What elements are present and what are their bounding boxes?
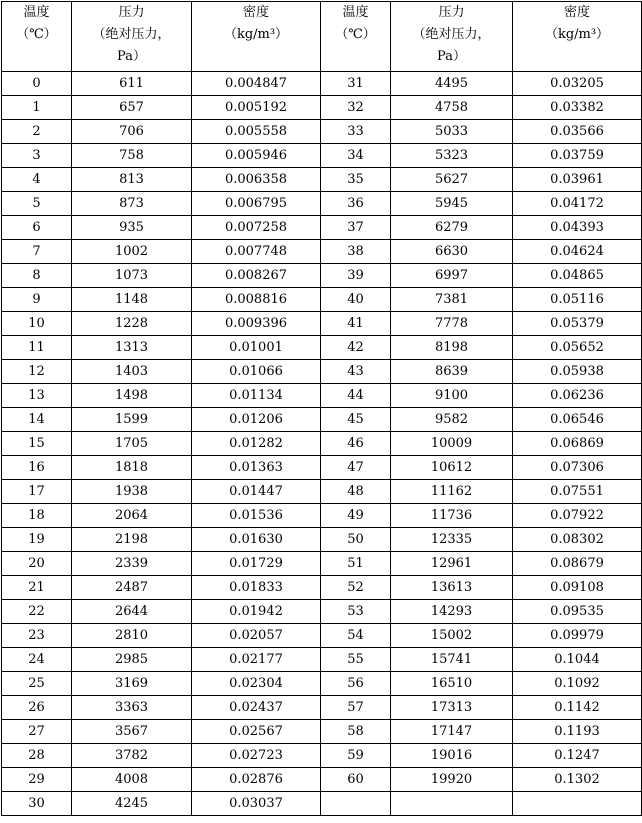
left-pressure-cell: 2985	[72, 648, 192, 672]
right-density-cell: 0.06546	[513, 408, 642, 432]
right-pressure-cell: 15002	[391, 624, 513, 648]
left-pressure-cell: 1938	[72, 480, 192, 504]
right-density-cell: 0.1247	[513, 744, 642, 768]
right-pressure-cell: 6279	[391, 216, 513, 240]
right-temperature-cell: 40	[321, 288, 391, 312]
right-density-cell: 0.03961	[513, 168, 642, 192]
right-density-cell: 0.08679	[513, 552, 642, 576]
right-density-cell: 0.1193	[513, 720, 642, 744]
right-temperature-cell: 50	[321, 528, 391, 552]
right-density-cell: 0.03759	[513, 144, 642, 168]
left-pressure-cell: 1498	[72, 384, 192, 408]
right-density-cell: 0.06869	[513, 432, 642, 456]
left-density-cell: 0.01833	[192, 576, 321, 600]
table-row	[2, 672, 642, 696]
left-temperature-cell: 13	[2, 384, 72, 408]
table-row	[2, 792, 642, 816]
right-density-cell: 0.1142	[513, 696, 642, 720]
left-density-cell: 0.02057	[192, 624, 321, 648]
left-temperature-cell: 6	[2, 216, 72, 240]
left-density-cell: 0.007748	[192, 240, 321, 264]
right-density-cell: 0.1044	[513, 648, 642, 672]
right-pressure-cell: 17313	[391, 696, 513, 720]
left-pressure-cell: 2810	[72, 624, 192, 648]
right-density-cell: 0.08302	[513, 528, 642, 552]
right-pressure-cell: 5945	[391, 192, 513, 216]
left-temperature-cell: 1	[2, 96, 72, 120]
right-density-cell: 0.04172	[513, 192, 642, 216]
left-density-cell: 0.005946	[192, 144, 321, 168]
right-density-cell: 0.03566	[513, 120, 642, 144]
right-pressure-cell: 4758	[391, 96, 513, 120]
right-density-cell: 0.07551	[513, 480, 642, 504]
right-temperature-cell: 33	[321, 120, 391, 144]
right-temperature-cell: 43	[321, 360, 391, 384]
left-temperature-cell: 21	[2, 576, 72, 600]
left-pressure-cell: 4008	[72, 768, 192, 792]
table-row	[2, 384, 642, 408]
left-temperature-cell: 24	[2, 648, 72, 672]
right-density-cell: 0.07306	[513, 456, 642, 480]
left-pressure-cell: 873	[72, 192, 192, 216]
header-pressure-left: 压力 （绝对压力， Pa）	[72, 2, 192, 72]
left-density-cell: 0.004847	[192, 72, 321, 96]
left-pressure-cell: 1148	[72, 288, 192, 312]
right-temperature-cell: 56	[321, 672, 391, 696]
left-temperature-cell: 10	[2, 312, 72, 336]
right-temperature-cell: 51	[321, 552, 391, 576]
left-density-cell: 0.01630	[192, 528, 321, 552]
table-row	[2, 168, 642, 192]
table-row	[2, 408, 642, 432]
header-density-right: 密度 （kg/m³）	[513, 2, 642, 72]
left-temperature-cell: 16	[2, 456, 72, 480]
right-temperature-cell: 47	[321, 456, 391, 480]
left-temperature-cell: 23	[2, 624, 72, 648]
right-temperature-cell: 55	[321, 648, 391, 672]
right-temperature-cell: 38	[321, 240, 391, 264]
left-temperature-cell: 26	[2, 696, 72, 720]
header-temperature-left: 温度 （℃）	[2, 2, 72, 72]
left-temperature-cell: 29	[2, 768, 72, 792]
left-density-cell: 0.02177	[192, 648, 321, 672]
table-row	[2, 360, 642, 384]
table-row	[2, 120, 642, 144]
left-pressure-cell: 3567	[72, 720, 192, 744]
table-row	[2, 240, 642, 264]
right-temperature-cell: 45	[321, 408, 391, 432]
left-pressure-cell: 758	[72, 144, 192, 168]
right-pressure-cell: 5627	[391, 168, 513, 192]
left-density-cell: 0.02876	[192, 768, 321, 792]
left-density-cell: 0.01282	[192, 432, 321, 456]
right-pressure-cell: 8639	[391, 360, 513, 384]
right-temperature-cell: 49	[321, 504, 391, 528]
table-row	[2, 624, 642, 648]
table-row	[2, 600, 642, 624]
right-density-cell: 0.04393	[513, 216, 642, 240]
right-pressure-cell: 6997	[391, 264, 513, 288]
right-temperature-cell	[321, 792, 391, 816]
left-temperature-cell: 14	[2, 408, 72, 432]
right-temperature-cell: 57	[321, 696, 391, 720]
right-pressure-cell: 9100	[391, 384, 513, 408]
left-density-cell: 0.01447	[192, 480, 321, 504]
left-pressure-cell: 1599	[72, 408, 192, 432]
left-pressure-cell: 1818	[72, 456, 192, 480]
table-row	[2, 96, 642, 120]
right-temperature-cell: 53	[321, 600, 391, 624]
right-temperature-cell: 35	[321, 168, 391, 192]
right-density-cell: 0.06236	[513, 384, 642, 408]
left-temperature-cell: 9	[2, 288, 72, 312]
right-temperature-cell: 54	[321, 624, 391, 648]
left-temperature-cell: 5	[2, 192, 72, 216]
left-pressure-cell: 935	[72, 216, 192, 240]
left-pressure-cell: 1073	[72, 264, 192, 288]
table-row	[2, 288, 642, 312]
left-temperature-cell: 15	[2, 432, 72, 456]
right-temperature-cell: 34	[321, 144, 391, 168]
left-density-cell: 0.01942	[192, 600, 321, 624]
left-density-cell: 0.02437	[192, 696, 321, 720]
right-density-cell: 0.04865	[513, 264, 642, 288]
right-pressure-cell	[391, 792, 513, 816]
right-temperature-cell: 36	[321, 192, 391, 216]
left-temperature-cell: 25	[2, 672, 72, 696]
right-pressure-cell: 11162	[391, 480, 513, 504]
left-density-cell: 0.01206	[192, 408, 321, 432]
right-temperature-cell: 37	[321, 216, 391, 240]
header-density-left: 密度 （kg/m³）	[192, 2, 321, 72]
left-pressure-cell: 1228	[72, 312, 192, 336]
right-density-cell: 0.03205	[513, 72, 642, 96]
table-row	[2, 696, 642, 720]
left-pressure-cell: 611	[72, 72, 192, 96]
left-density-cell: 0.01066	[192, 360, 321, 384]
table-row	[2, 648, 642, 672]
right-pressure-cell: 12961	[391, 552, 513, 576]
left-temperature-cell: 17	[2, 480, 72, 504]
left-density-cell: 0.008267	[192, 264, 321, 288]
right-density-cell: 0.05652	[513, 336, 642, 360]
right-density-cell	[513, 792, 642, 816]
table-row	[2, 144, 642, 168]
left-pressure-cell: 1313	[72, 336, 192, 360]
left-density-cell: 0.02304	[192, 672, 321, 696]
left-density-cell: 0.006358	[192, 168, 321, 192]
left-density-cell: 0.01001	[192, 336, 321, 360]
left-temperature-cell: 4	[2, 168, 72, 192]
left-pressure-cell: 4245	[72, 792, 192, 816]
right-density-cell: 0.09535	[513, 600, 642, 624]
right-pressure-cell: 7381	[391, 288, 513, 312]
right-pressure-cell: 15741	[391, 648, 513, 672]
left-pressure-cell: 706	[72, 120, 192, 144]
right-pressure-cell: 14293	[391, 600, 513, 624]
left-temperature-cell: 19	[2, 528, 72, 552]
left-temperature-cell: 0	[2, 72, 72, 96]
left-pressure-cell: 657	[72, 96, 192, 120]
left-pressure-cell: 2644	[72, 600, 192, 624]
left-density-cell: 0.01134	[192, 384, 321, 408]
left-density-cell: 0.006795	[192, 192, 321, 216]
table-row	[2, 528, 642, 552]
left-temperature-cell: 7	[2, 240, 72, 264]
table-row	[2, 768, 642, 792]
table-row	[2, 576, 642, 600]
left-pressure-cell: 2487	[72, 576, 192, 600]
right-density-cell: 0.1092	[513, 672, 642, 696]
right-pressure-cell: 11736	[391, 504, 513, 528]
right-pressure-cell: 6630	[391, 240, 513, 264]
table-body	[2, 72, 642, 816]
table-row	[2, 744, 642, 768]
right-temperature-cell: 46	[321, 432, 391, 456]
table-row	[2, 72, 642, 96]
table-row	[2, 192, 642, 216]
right-pressure-cell: 5033	[391, 120, 513, 144]
left-temperature-cell: 3	[2, 144, 72, 168]
right-pressure-cell: 13613	[391, 576, 513, 600]
left-temperature-cell: 20	[2, 552, 72, 576]
right-density-cell: 0.05938	[513, 360, 642, 384]
left-density-cell: 0.005192	[192, 96, 321, 120]
right-temperature-cell: 44	[321, 384, 391, 408]
left-pressure-cell: 3363	[72, 696, 192, 720]
left-temperature-cell: 11	[2, 336, 72, 360]
saturated-vapor-table	[1, 1, 642, 816]
left-temperature-cell: 8	[2, 264, 72, 288]
left-pressure-cell: 2064	[72, 504, 192, 528]
table-row	[2, 552, 642, 576]
right-density-cell: 0.1302	[513, 768, 642, 792]
right-temperature-cell: 42	[321, 336, 391, 360]
left-pressure-cell: 1705	[72, 432, 192, 456]
right-temperature-cell: 48	[321, 480, 391, 504]
right-temperature-cell: 32	[321, 96, 391, 120]
left-density-cell: 0.008816	[192, 288, 321, 312]
right-pressure-cell: 17147	[391, 720, 513, 744]
left-pressure-cell: 3782	[72, 744, 192, 768]
left-density-cell: 0.03037	[192, 792, 321, 816]
right-pressure-cell: 19016	[391, 744, 513, 768]
right-density-cell: 0.07922	[513, 504, 642, 528]
right-temperature-cell: 52	[321, 576, 391, 600]
table-row	[2, 336, 642, 360]
right-density-cell: 0.05116	[513, 288, 642, 312]
left-pressure-cell: 813	[72, 168, 192, 192]
left-temperature-cell: 12	[2, 360, 72, 384]
left-density-cell: 0.01729	[192, 552, 321, 576]
left-density-cell: 0.009396	[192, 312, 321, 336]
left-pressure-cell: 1403	[72, 360, 192, 384]
right-pressure-cell: 5323	[391, 144, 513, 168]
right-density-cell: 0.04624	[513, 240, 642, 264]
table-row	[2, 480, 642, 504]
left-pressure-cell: 2339	[72, 552, 192, 576]
left-density-cell: 0.02567	[192, 720, 321, 744]
right-pressure-cell: 4495	[391, 72, 513, 96]
right-pressure-cell: 19920	[391, 768, 513, 792]
left-density-cell: 0.005558	[192, 120, 321, 144]
table-row	[2, 456, 642, 480]
right-density-cell: 0.03382	[513, 96, 642, 120]
right-pressure-cell: 10009	[391, 432, 513, 456]
left-density-cell: 0.02723	[192, 744, 321, 768]
table-row	[2, 432, 642, 456]
left-density-cell: 0.01536	[192, 504, 321, 528]
header-temperature-right: 温度 （℃）	[321, 2, 391, 72]
right-pressure-cell: 10612	[391, 456, 513, 480]
table-row	[2, 264, 642, 288]
right-pressure-cell: 16510	[391, 672, 513, 696]
left-pressure-cell: 2198	[72, 528, 192, 552]
left-temperature-cell: 27	[2, 720, 72, 744]
table-row	[2, 312, 642, 336]
left-temperature-cell: 18	[2, 504, 72, 528]
right-temperature-cell: 59	[321, 744, 391, 768]
left-pressure-cell: 1002	[72, 240, 192, 264]
right-density-cell: 0.09108	[513, 576, 642, 600]
right-temperature-cell: 41	[321, 312, 391, 336]
left-pressure-cell: 3169	[72, 672, 192, 696]
left-temperature-cell: 22	[2, 600, 72, 624]
right-pressure-cell: 12335	[391, 528, 513, 552]
left-temperature-cell: 28	[2, 744, 72, 768]
right-temperature-cell: 31	[321, 72, 391, 96]
header-row	[2, 2, 642, 72]
right-temperature-cell: 60	[321, 768, 391, 792]
right-temperature-cell: 58	[321, 720, 391, 744]
header-pressure-right: 压力 （绝对压力， Pa）	[391, 2, 513, 72]
table-row	[2, 504, 642, 528]
left-density-cell: 0.007258	[192, 216, 321, 240]
left-temperature-cell: 2	[2, 120, 72, 144]
left-density-cell: 0.01363	[192, 456, 321, 480]
right-pressure-cell: 9582	[391, 408, 513, 432]
right-density-cell: 0.09979	[513, 624, 642, 648]
left-temperature-cell: 30	[2, 792, 72, 816]
table-row	[2, 216, 642, 240]
right-density-cell: 0.05379	[513, 312, 642, 336]
table-row	[2, 720, 642, 744]
right-pressure-cell: 7778	[391, 312, 513, 336]
right-temperature-cell: 39	[321, 264, 391, 288]
right-pressure-cell: 8198	[391, 336, 513, 360]
